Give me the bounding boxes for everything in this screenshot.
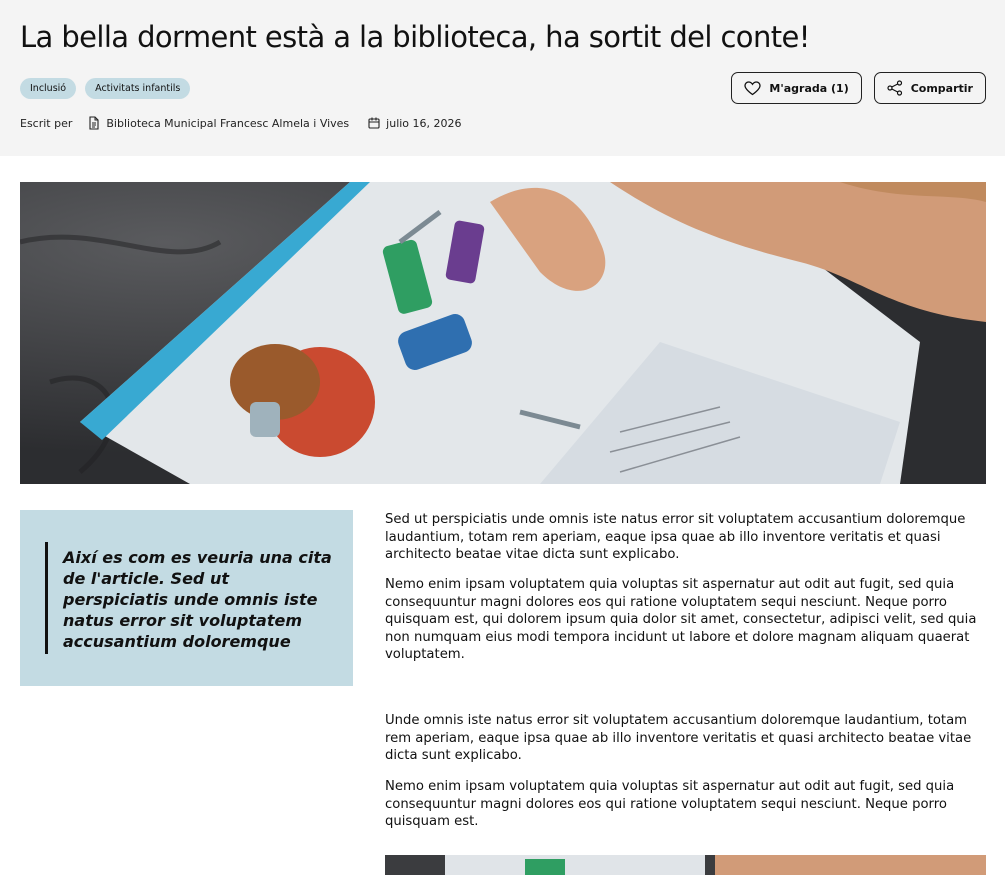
article-meta bbox=[20, 116, 462, 130]
page-title: La bella dorment està a la biblioteca, ha sortit del conte! bbox=[20, 20, 810, 54]
second-image bbox=[385, 855, 986, 875]
share-button-label: Compartir bbox=[910, 81, 973, 95]
document-icon bbox=[88, 116, 100, 130]
author-link[interactable]: Biblioteca Municipal Francesc Almela i Vives bbox=[106, 116, 350, 130]
like-button[interactable] bbox=[731, 72, 861, 104]
share-button[interactable] bbox=[874, 72, 986, 104]
share-icon bbox=[887, 80, 903, 96]
paragraph-2: Nemo enim ipsam voluptatem quia voluptas sit aspernatur aut odit aut fugit, sed quia consequuntur magni dolores eos qui ratione voluptatem sequi nesciunt. Neque porro quisquam est, qui dolorem ipsum quia dolor sit amet, consectetur, adipisci velit, sed quia non numquam eius modi tempora incidunt ut labore et dolore magnam aliquam quaerat voluptatem. bbox=[385, 577, 977, 662]
quote-text: Així es com es veuria una cita de l'article. Sed ut perspiciatis unde omnis iste natus error sit voluptatem accusantium doloremque bbox=[63, 548, 332, 651]
like-button-label: M'agrada (1) bbox=[769, 81, 849, 95]
tag-list bbox=[20, 78, 190, 99]
article-actions bbox=[731, 72, 986, 104]
paragraph-4: Nemo enim ipsam voluptatem quia voluptas sit aspernatur aut odit aut fugit, sed quia consequuntur magni dolores eos qui ratione voluptatem sequi nesciunt. Neque porro quisquam est. bbox=[385, 779, 955, 829]
paragraph-3: Unde omnis iste natus error sit voluptatem accusantium doloremque laudantium, totam rem aperiam, eaque ipsa quae ab illo inventore veritatis et quasi architecto beatae vitae dicta sunt explicabo. bbox=[385, 713, 972, 763]
tag-activitats-infantils[interactable]: Activitats infantils bbox=[85, 78, 190, 99]
written-by-label: Escrit per bbox=[20, 116, 73, 130]
quote-bar bbox=[45, 542, 48, 654]
pull-quote bbox=[20, 510, 353, 686]
publish-date: julio 16, 2026 bbox=[386, 116, 462, 130]
heart-icon bbox=[744, 81, 761, 96]
tag-inclusio[interactable]: Inclusió bbox=[20, 78, 76, 99]
article-header bbox=[0, 0, 1005, 156]
paragraph-1: Sed ut perspiciatis unde omnis iste natus error sit voluptatem accusantium doloremque laudantium, totam rem aperiam, eaque ipsa quae ab illo inventore veritatis et quasi architecto beatae vitae dicta sunt explicabo. bbox=[385, 512, 966, 562]
calendar-icon bbox=[368, 116, 380, 130]
hero-image bbox=[20, 182, 986, 484]
